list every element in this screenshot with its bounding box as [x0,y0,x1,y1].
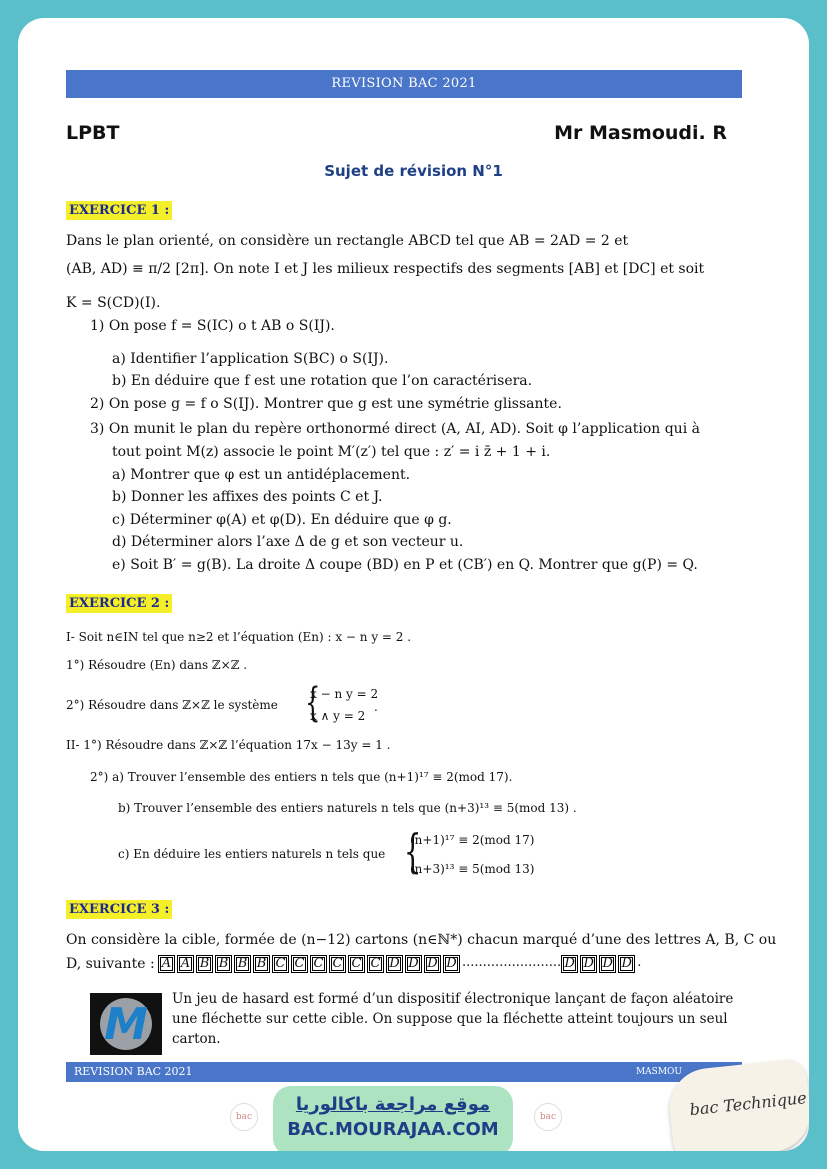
footer-band-left: REVISION BAC 2021 [74,1065,193,1078]
header-band: REVISION BAC 2021 [66,70,742,98]
document-page [18,18,809,1151]
ex1-intro-line1: Dans le plan orienté, on considère un rectangle ABCD tel que AB = 2AD = 2 et [66,233,629,249]
ex1-question-3: 3) On munit le plan du repère orthonormé direct (A, AI, AD). Soit φ l’application qui à [90,421,700,437]
ex2-part2-question-1: II- 1°) Résoudre dans ℤ×ℤ l’équation 17x − 13y = 1 . [66,738,391,752]
target-cards [158,955,641,973]
ex2-question-2: 2°) Résoudre dans ℤ×ℤ le système [66,698,278,712]
target-card: D [599,955,616,973]
exercise-3-title: EXERCICE 3 : [66,900,172,919]
right-mini-logo: bac [534,1103,562,1131]
ex2-system-eq1: x − n y = 2 [310,687,379,701]
target-card: D [405,955,422,973]
target-card: D [561,955,578,973]
ex1-question-3e: e) Soit B′ = g(B). La droite Δ coupe (BD) en P et (CB′) en Q. Montrer que g(P) = Q. [112,557,698,573]
target-card: B [196,955,213,973]
target-card: C [329,955,346,973]
target-card: D [618,955,635,973]
ex1-question-1a: a) Identifier l’application S(BC) o S(IJ). [112,351,389,367]
ex3-para-line1: Un jeu de hasard est formé d’un dispositif électronique lançant de façon aléatoire [172,991,734,1007]
footer-band-right: MASMOU [635,1067,682,1077]
target-card: D [386,955,403,973]
ex2-system2-eq2: (n+3)¹³ ≡ 5(mod 13) [410,862,535,876]
target-card: C [272,955,289,973]
card-group-a [158,955,462,973]
ex1-question-3-def: tout point M(z) associe le point M′(z′) tel que : z′ = i z̄ + 1 + i. [112,444,551,460]
ex3-para-line2: une fléchette sur cette cible. On suppose que la fléchette atteint toujours un seul [172,1011,728,1027]
target-card: A [177,955,194,973]
card-group-b [561,955,637,973]
cards-ellipsis: ........................ [462,955,562,970]
target-card: B [253,955,270,973]
logo-letter-m: M [104,999,148,1050]
target-card: C [348,955,365,973]
ex1-question-3a: a) Montrer que φ est un antidéplacement. [112,467,411,483]
ex1-question-1: 1) On pose f = S(IC) o t AB o S(IJ). [90,318,335,334]
ex3-intro-line1: On considère la cible, formée de (n−12) cartons (n∈ℕ*) chacun marqué d’une des lettres A, B, C ou [66,932,777,948]
ex2-system2-brace: { [403,824,422,878]
ex2-part2-question-2a: 2°) a) Trouver l’ensemble des entiers n tels que (n+1)¹⁷ ≡ 2(mod 17). [90,770,513,784]
target-card: C [310,955,327,973]
website-url[interactable]: BAC.MOURAJAA.COM [287,1119,499,1140]
target-card: C [367,955,384,973]
ex1-question-3b: b) Donner les affixes des points C et J. [112,489,383,505]
subject-title: Sujet de révision N°1 [324,162,503,180]
target-card: B [215,955,232,973]
stamp-text: bac Technique [688,1088,808,1120]
target-card: B [234,955,251,973]
ex2-system-eq2: x ∧ y = 2 [310,709,366,723]
ex1-intro-line2: (AB, AD) ≡ π/2 [2π]. On note I et J les milieux respectifs des segments [AB] et [DC] et soit [66,261,705,277]
ex2-system-brace: { [305,680,321,726]
target-card: D [424,955,441,973]
website-arabic-name: موقع مراجعة باكالوريا [295,1094,491,1115]
ex2-part2-question-2b: b) Trouver l’ensemble des entiers naturels n tels que (n+3)¹³ ≡ 5(mod 13) . [118,801,577,815]
teacher-name: Mr Masmoudi. R [554,122,727,144]
exercise-2-title: EXERCICE 2 : [66,594,172,613]
ex2-part1-intro: I- Soit n∈IN tel que n≥2 et l’équation (En) : x − n y = 2 . [66,630,412,644]
target-card: D [580,955,597,973]
ex2-part2-question-2c: c) En déduire les entiers naturels n tels que [118,847,386,861]
ex2-question-1: 1°) Résoudre (En) dans ℤ×ℤ . [66,658,248,672]
left-mini-logo: bac [230,1103,258,1131]
teacher-logo [90,993,162,1055]
ex1-question-1b: b) En déduire que f est une rotation que l’on caractérisera. [112,373,533,389]
exercise-1-title: EXERCICE 1 : [66,201,172,220]
ex1-question-2: 2) On pose g = f o S(IJ). Montrer que g est une symétrie glissante. [90,396,562,412]
target-card: C [291,955,308,973]
ex1-question-3d: d) Déterminer alors l’axe Δ de g et son vecteur u. [112,534,464,550]
ex1-question-3c: c) Déterminer φ(A) et φ(D). En déduire que φ g. [112,512,452,528]
footer-band [66,1062,742,1082]
ex3-para-line3: carton. [172,1031,221,1047]
ex2-system2-eq1: (n+1)¹⁷ ≡ 2(mod 17) [410,833,535,847]
target-card: A [158,955,175,973]
cards-end: . [637,955,642,970]
ex2-system-period: . [374,700,378,714]
school-name: LPBT [66,122,120,144]
ex3-intro-line2: D, suivante : [66,956,155,972]
target-card: D [443,955,460,973]
website-banner[interactable] [273,1086,513,1151]
ex1-intro-line3: K = S(CD)(I). [66,295,161,311]
